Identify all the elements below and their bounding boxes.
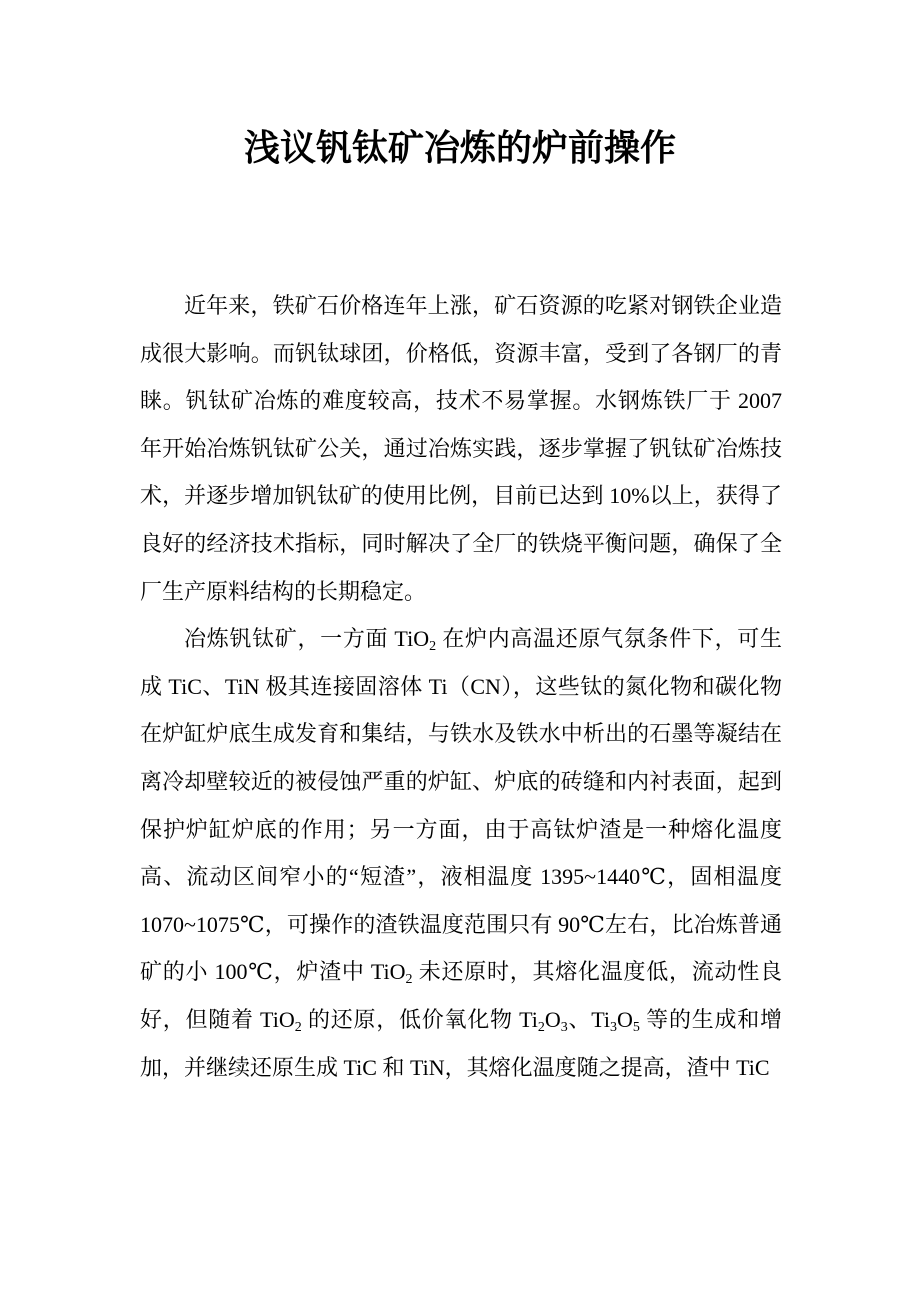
paragraph: [140, 615, 788, 1091]
paragraph-text: O: [544, 1006, 561, 1032]
paragraph-text: 在炉内高温还原气氛条件下，可生成 TiC、TiN 极其连接固溶体 Ti（CN），这些钛的氮化物和碳化物在炉缸炉底生成发育和集结，与铁水及铁水中析出的石墨等凝结在离冷却壁较近的被侵蚀严重的炉缸、炉底的砖缝和内衬表面，起到保护炉缸炉底的作用；另一方面，由于高钛炉渣是一种熔化温度高、流动区间窄小的“短渣”，液相温度 1395~1440℃，固相温度 1070~1075℃，可操作的渣铁温度范围只有 90℃左右，比冶炼普通矿的小 100℃，炉渣中 TiO: [140, 626, 788, 985]
document-body: [140, 282, 788, 1091]
document-title: 浅议钒钛矿冶炼的炉前操作: [243, 127, 676, 169]
paragraph-text: 未还原时，其熔化温度低，流动性良好，但随着 TiO: [140, 959, 782, 1032]
paragraph-text: 的还原，低价氧化物 Ti: [301, 1006, 538, 1032]
subscript-text: 3: [610, 1019, 618, 1035]
subscript-text: 5: [632, 1019, 640, 1035]
paragraph-text: 等的生成和增加，并继续还原生成 TiC 和 TiN，其熔化温度随之提高，渣中 TiC: [140, 1006, 782, 1080]
subscript-text: 2: [537, 1019, 545, 1035]
paragraph-text: 近年来，铁矿石价格连年上涨，矿石资源的吃紧对钢铁企业造成很大影响。而钒钛球团，价格低，资源丰富，受到了各钢厂的青睐。钒钛矿冶炼的难度较高，技术不易掌握。水钢炼铁厂于 2007 年开始冶炼钒钛矿公关，通过冶炼实践，逐步掌握了钒钛矿冶炼技术，并逐步增加钒钛矿的使用比例，目前已达到 10%以上，获得了良好的经济技术指标，同时解决了全厂的铁烧平衡问题，确保了全厂生产原料结构的长期稳定。: [140, 293, 788, 604]
subscript-text: 2: [294, 1019, 302, 1035]
paragraph-text: 、Ti: [567, 1006, 611, 1032]
paragraph: [140, 282, 788, 615]
subscript-text: 2: [405, 972, 413, 988]
paragraph-text: O: [617, 1006, 633, 1032]
paragraph-text: 冶炼钒钛矿，一方面 TiO: [184, 626, 430, 652]
subscript-text: 2: [429, 639, 437, 655]
subscript-text: 3: [560, 1019, 568, 1035]
